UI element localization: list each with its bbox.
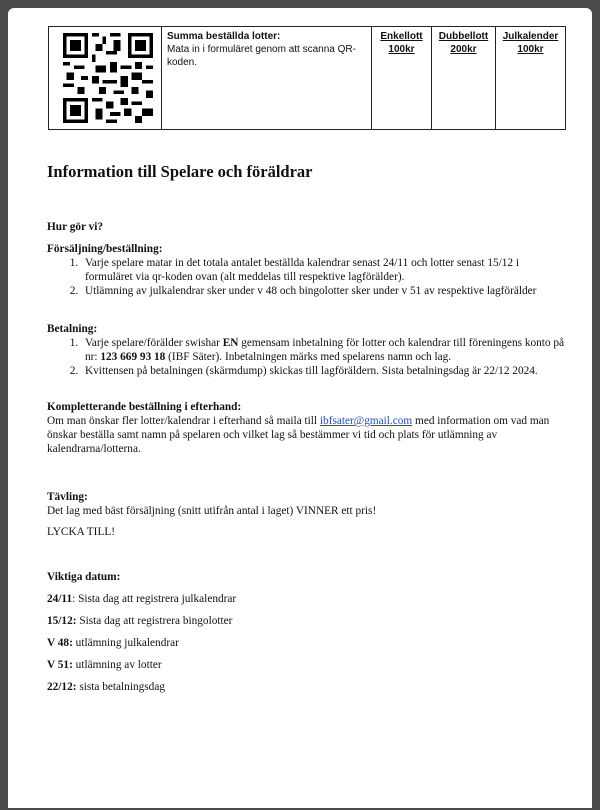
price-column-julkalender (496, 27, 565, 129)
list-item: 1. Varje spelare matar in det totala antalet beställda kalendrar senast 24/11 och lotter senast 15/12 i formuläret via qr-koden ovan (alt meddelas till respektive lagförälder). (81, 256, 567, 284)
good-luck-text: LYCKA TILL! (47, 526, 116, 538)
payment-text: gemensam inbetalning för lotter och kalendrar till föreningens konto på nr: (85, 337, 565, 363)
date-key: 24/11 (47, 593, 73, 605)
date-item (47, 592, 236, 606)
dates-heading: Viktiga datum: (47, 571, 121, 583)
date-text: sista betalningsdag (76, 681, 165, 693)
qr-code-icon[interactable] (63, 33, 153, 123)
payment-heading: Betalning: (47, 323, 98, 335)
order-table (48, 26, 566, 130)
account-number: 123 669 93 18 (100, 351, 166, 363)
extra-section (47, 400, 567, 456)
payment-text: (IBF Säter). Inbetalningen märks med spelarens namn och lag. (165, 351, 452, 363)
date-text: Sista dag att registrera bingolotter (76, 615, 233, 627)
price-column-label: Julkalender (502, 31, 559, 42)
summary-cell (162, 27, 372, 129)
price-column-price: 200kr (450, 44, 477, 55)
date-key: V 51: (47, 659, 73, 671)
dates-heading-block (47, 570, 567, 584)
date-item (47, 680, 165, 694)
page-title: Information till Spelare och föräldrar (47, 162, 313, 181)
sales-section (47, 242, 567, 298)
extra-text (47, 414, 567, 456)
list-item: 2. Kvittensen på betalningen (skärmdump) skickas till lagföräldern. Sista betalningsdag är 22/12 2024. (81, 364, 567, 378)
how-heading-block (47, 220, 567, 234)
price-column-dubbellott (432, 27, 496, 129)
sales-list (47, 256, 567, 298)
qr-cell (49, 27, 162, 129)
date-item (47, 614, 232, 628)
date-item (47, 658, 162, 672)
date-key: 15/12: (47, 615, 77, 627)
price-column-price: 100kr (388, 44, 415, 55)
date-item (47, 636, 179, 650)
date-text: utlämning julkalendrar (72, 637, 179, 649)
extra-text-a: Om man önskar fler lotter/kalendrar i efterhand så maila till (47, 415, 320, 427)
extra-heading: Kompletterande beställning i efterhand: (47, 401, 242, 413)
payment-list (47, 336, 567, 378)
sales-heading: Försäljning/beställning: (47, 243, 163, 255)
price-column-label: Dubbellott (438, 31, 489, 42)
list-item: 2. Utlämning av julkalendrar sker under v 48 och bingolotter sker under v 51 av respektive lagförälder (81, 284, 567, 298)
date-text: utlämning av lotter (72, 659, 162, 671)
payment-section (47, 322, 567, 378)
price-column-enkellott (372, 27, 432, 129)
date-key: V 48: (47, 637, 73, 649)
document-page (8, 8, 592, 808)
extra-text-b: med information om vad man önskar beställa samt namn på spelaren och vilket lag så bestämmer vi tid och plats för utlämning av kalendrarna/lotterna. (47, 415, 550, 455)
price-column-label: Enkellott (380, 31, 423, 42)
summary-text: Mata in i formuläret genom att scanna QR-koden. (167, 44, 356, 68)
email-link[interactable]: ibfsater@gmail.com (319, 415, 413, 427)
contest-heading: Tävling: (47, 491, 88, 503)
summary-title: Summa beställda lotter: (167, 31, 281, 42)
payment-emphasis: EN (222, 337, 239, 349)
contest-text: Det lag med bäst försäljning (snitt utifrån antal i laget) VINNER ett pris! (47, 505, 377, 517)
date-key: 22/12: (47, 681, 77, 693)
price-column-price: 100kr (517, 44, 544, 55)
how-heading: Hur gör vi? (47, 221, 104, 233)
list-item (81, 336, 567, 364)
contest-section (47, 490, 567, 539)
payment-text: Varje spelare/förälder swishar (85, 337, 223, 349)
date-text: : Sista dag att registrera julkalendrar (72, 593, 237, 605)
